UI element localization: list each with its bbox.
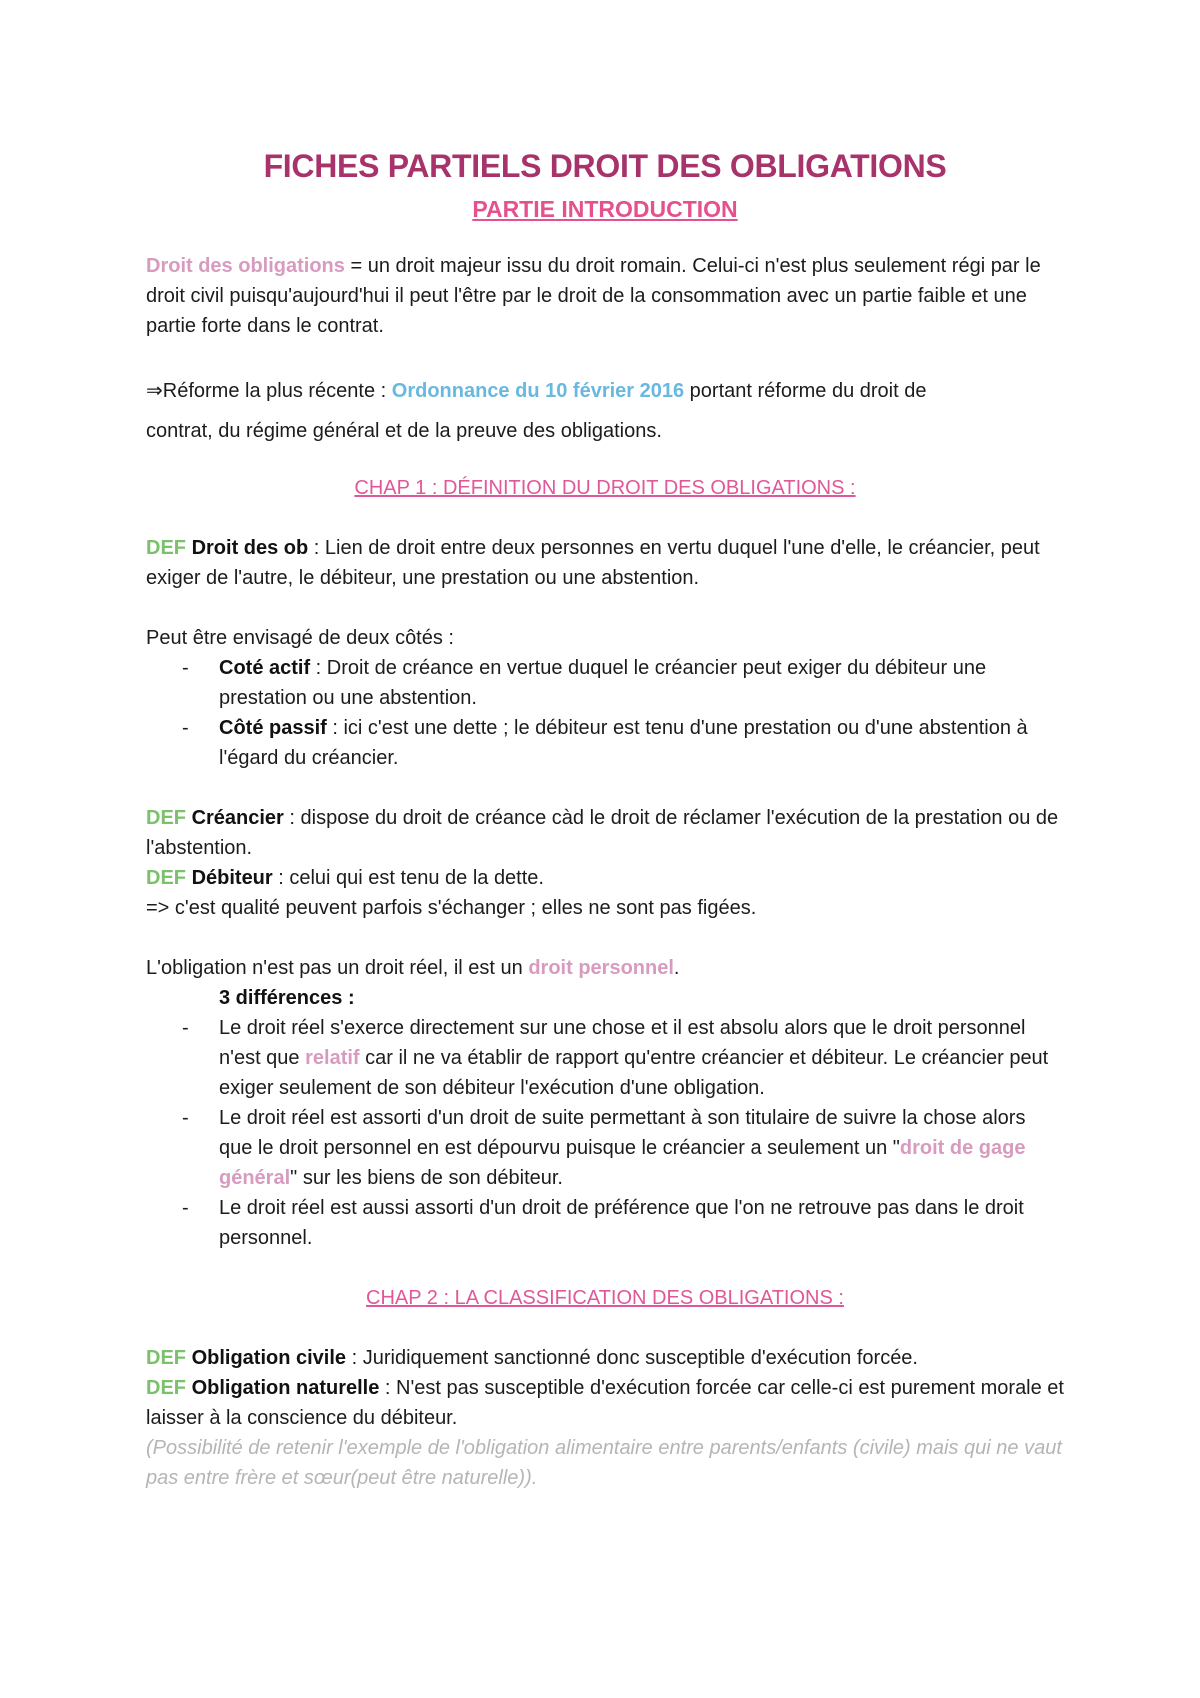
reform-prefix: ⇒Réforme la plus récente : xyxy=(146,380,392,402)
list-item xyxy=(146,1013,1064,1103)
side-text: : Droit de créance en vertue duquel le créancier peut exiger du débiteur une prestation ou une abstention. xyxy=(219,657,987,709)
def-label: DEF xyxy=(146,1377,186,1399)
spacer xyxy=(146,503,1064,533)
def-text: : Juridiquement sanctionné donc susceptible d'exécution forcée. xyxy=(346,1347,918,1369)
def-term: Débiteur xyxy=(191,867,273,889)
def-label: DEF xyxy=(146,867,186,889)
example-note: (Possibilité de retenir l'exemple de l'obligation alimentaire entre parents/enfants (civile) mais qui ne vaut pas entre frère et sœur(peut être naturelle)). xyxy=(146,1437,1062,1489)
def-label: DEF xyxy=(146,807,186,829)
intro-term: Droit des obligations xyxy=(146,255,345,277)
def-creancier xyxy=(146,803,1064,863)
intro-text: = un droit majeur issu du droit romain. Celui-ci n'est plus seulement régi par le droit civil puisqu'aujourd'hui il peut l'être par le droit de la consommation avec un partie faible et une partie forte dans le contrat. xyxy=(146,255,1041,337)
spacer xyxy=(146,593,1064,623)
spacer xyxy=(146,341,1064,371)
reform-suffix: portant réforme du droit de xyxy=(684,380,927,402)
section-title-introduction: PARTIE INTRODUCTION xyxy=(472,196,738,222)
chapter-1-heading: CHAP 1 : DÉFINITION DU DROIT DES OBLIGATIONS : xyxy=(354,477,856,499)
side-term: Coté actif xyxy=(219,657,311,679)
def-text: : celui qui est tenu de la dette. xyxy=(272,867,544,889)
document-page xyxy=(146,145,1064,1493)
sides-list xyxy=(146,653,1064,773)
diff2-highlight: droit de gage général xyxy=(219,1137,1026,1189)
def-label: DEF xyxy=(146,537,186,559)
def-text: : dispose du droit de créance càd le droit de réclamer l'exécution de la prestation ou de l'abstention. xyxy=(146,807,1059,859)
spacer xyxy=(146,451,1064,473)
list-item xyxy=(146,713,1064,773)
def-obligation-civile xyxy=(146,1343,1064,1373)
diff2-a: Le droit réel est assorti d'un droit de suite permettant à son titulaire de suivre la chose alors que le droit personnel en est dépourvu puisque le créancier a seulement un " xyxy=(219,1107,1026,1159)
list-item xyxy=(146,1103,1064,1193)
diff3: Le droit réel est aussi assorti d'un droit de préférence que l'on ne retrouve pas dans le droit personnel. xyxy=(219,1197,1024,1249)
side-term: Côté passif xyxy=(219,717,327,739)
differences-list xyxy=(146,1013,1064,1253)
def-term: Obligation civile xyxy=(191,1347,347,1369)
def-obligation-naturelle xyxy=(146,1373,1064,1433)
spacer xyxy=(146,1313,1064,1343)
def-text: : Lien de droit entre deux personnes en vertu duquel l'une d'elle, le créancier, peut exiger de l'autre, le débiteur, une prestation ou une abstention. xyxy=(146,537,1040,589)
side-text: : ici c'est une dette ; le débiteur est tenu d'une prestation ou d'une abstention à l'égard du créancier. xyxy=(219,717,1028,769)
spacer xyxy=(146,227,1064,251)
diff1-b: car il ne va établir de rapport qu'entre créancier et débiteur. Le créancier peut exiger seulement de son débiteur l'exécution d'une obligation. xyxy=(219,1047,1049,1099)
spacer xyxy=(146,1253,1064,1283)
reform-line2: contrat, du régime général et de la preuve des obligations. xyxy=(146,420,662,442)
spacer xyxy=(146,923,1064,953)
list-item xyxy=(146,1193,1064,1253)
reform-highlight: Ordonnance du 10 février 2016 xyxy=(391,380,685,402)
spacer xyxy=(146,773,1064,803)
def-text: : N'est pas susceptible d'exécution forcée car celle-ci est purement morale et laisser à la conscience du débiteur. xyxy=(146,1377,1064,1429)
intro-paragraph xyxy=(146,251,1064,341)
sides-intro: Peut être envisagé de deux côtés : xyxy=(146,627,454,649)
arrow-note: => c'est qualité peuvent parfois s'échanger ; elles ne sont pas figées. xyxy=(146,897,757,919)
reel-highlight: droit personnel xyxy=(528,957,674,979)
diff1-highlight: relatif xyxy=(305,1047,360,1069)
reel-prefix: L'obligation n'est pas un droit réel, il est un xyxy=(146,957,529,979)
list-item xyxy=(146,653,1064,713)
diff1-a: Le droit réel s'exerce directement sur une chose et il est absolu alors que le droit personnel n'est que xyxy=(219,1017,1026,1069)
def-term: Créancier xyxy=(191,807,284,829)
chapter-2-heading: CHAP 2 : LA CLASSIFICATION DES OBLIGATIONS : xyxy=(366,1287,844,1309)
differences-title: 3 différences : xyxy=(219,987,355,1009)
droit-reel-paragraph xyxy=(146,953,1064,983)
diff2-b: " sur les biens de son débiteur. xyxy=(290,1167,563,1189)
def-debiteur xyxy=(146,863,1064,893)
def-term: Obligation naturelle xyxy=(191,1377,380,1399)
reel-suffix: . xyxy=(673,957,680,979)
document-title: FICHES PARTIELS DROIT DES OBLIGATIONS xyxy=(263,148,947,184)
reform-paragraph xyxy=(146,371,1064,451)
def-label: DEF xyxy=(146,1347,186,1369)
def-droit-des-ob xyxy=(146,533,1064,593)
def-term: Droit des ob xyxy=(191,537,309,559)
